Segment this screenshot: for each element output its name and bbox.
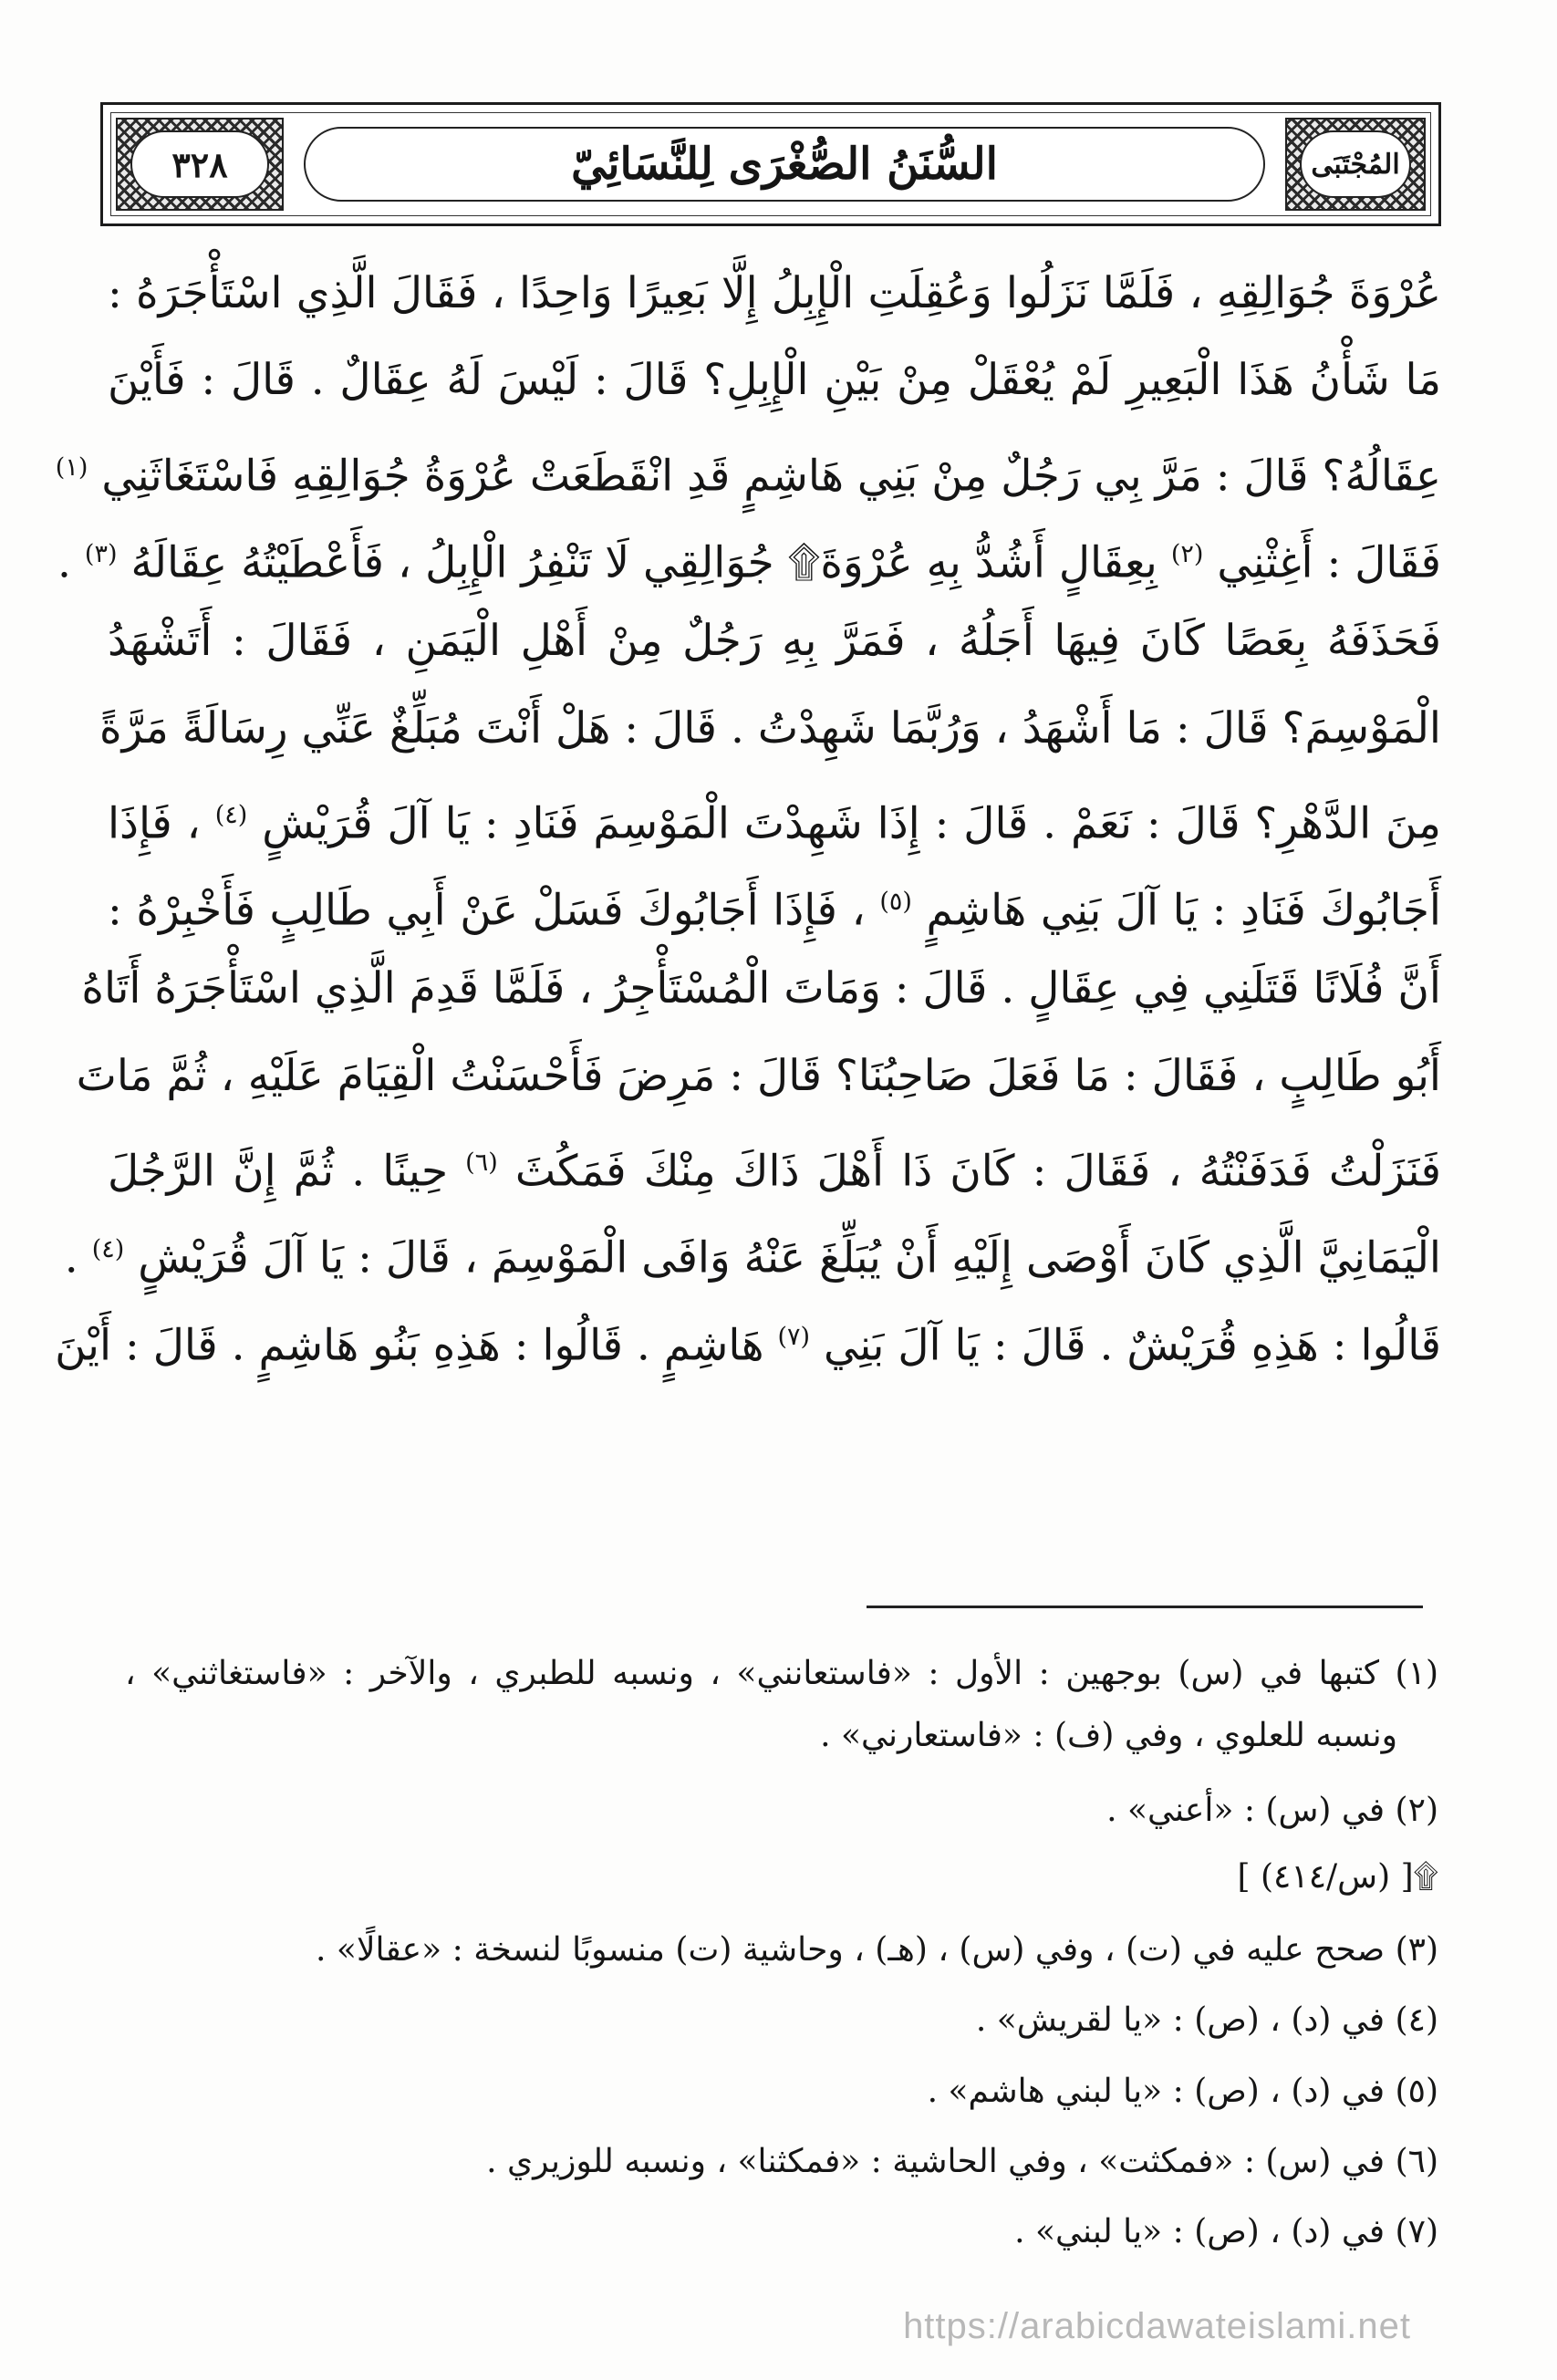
text-line xyxy=(108,873,1441,946)
text-line xyxy=(55,439,1441,512)
footnote-marker: (١) xyxy=(55,453,88,482)
footnote-line: (١) كتبها في (س) بوجهين : الأول : «فاستعانني» ، ونسبه للطبري ، والآخر : «فاستغاثني» ، xyxy=(125,1655,1438,1692)
text-line xyxy=(55,1308,1441,1381)
footnote-marker: (٤) xyxy=(214,801,248,829)
text-line xyxy=(108,612,1441,685)
text-segment: بِعِقَالٍ أَشُدُّ بِهِ عُرْوَةَ۩ جُوَالِقِي لَا تَنْفِرُ الْإِبِلُ ، فَأَعْطَيْتُهُ عِقَالَهُ xyxy=(130,537,1157,588)
text-segment: ، فَإِذَا xyxy=(108,798,201,849)
text-segment: فَحَذَفَهُ بِعَصًا كَانَ فِيهَا أَجَلُهُ ، فَمَرَّ بِهِ رَجُلٌ مِنْ أَهْلِ الْيَمَنِ ، فَقَالَ : أَتَشْهَدُ xyxy=(108,616,1441,666)
footnote-line: ۩[ (س/٤١٤) ] xyxy=(1237,1858,1438,1896)
text-segment: عِقَالُهُ؟ قَالَ : مَرَّ بِي رَجُلٌ مِنْ بَنِي هَاشِمٍ قَدِ انْقَطَعَتْ عُرْوَةُ جُوَالِقِهِ فَاسْتَغَاثَنِي xyxy=(101,451,1441,502)
text-line xyxy=(108,1134,1441,1207)
text-segment: الْيَمَانِيَّ الَّذِي كَانَ أَوْصَى إِلَيْهِ أَنْ يُبَلِّغَ عَنْهُ وَافَى الْمَوْسِمَ ، قَالَ : يَا آلَ قُرَيْشٍ xyxy=(138,1232,1441,1284)
footnote-line: (٣) صحح عليه في (ت) ، وفي (س) ، (هـ) ، وحاشية (ت) منسوبًا لنسخة : «عقالًا» . xyxy=(316,1931,1438,1969)
footnote-marker: (٤) xyxy=(91,1235,125,1263)
text-line xyxy=(99,700,1441,773)
book-subtitle: المُجْتَبَى xyxy=(1300,130,1411,198)
text-line xyxy=(76,1047,1441,1120)
text-segment: قَالُوا : هَذِهِ قُرَيْشٌ . قَالَ : يَا آلَ بَنِي xyxy=(824,1320,1441,1371)
footnote-line: (٧) في (د) ، (ص) : «يا لبني» . xyxy=(1014,2213,1438,2250)
running-header xyxy=(100,102,1441,226)
text-line xyxy=(108,351,1441,424)
text-segment: حِينًا . ثُمَّ إِنَّ الرَّجُلَ xyxy=(108,1146,449,1197)
text-segment: مَا شَأْنُ هَذَا الْبَعِيرِ لَمْ يُعْقَلْ مِنْ بَيْنِ الْإِبِلِ؟ قَالَ : لَيْسَ لَهُ عِقَالٌ . قَالَ : فَأَيْنَ xyxy=(108,355,1441,405)
text-segment: أَنَّ فُلَانًا قَتَلَنِي فِي عِقَالٍ . قَالَ : وَمَاتَ الْمُسْتَأْجِرُ ، فَلَمَّا قَدِمَ الَّذِي اسْتَأْجَرَهُ أَتَاهُ xyxy=(81,963,1441,1013)
footnote-line: ونسبه للعلوي ، وفي (ف) : «فاستعارني» . xyxy=(820,1717,1397,1754)
footnote-marker: (٥) xyxy=(879,888,912,916)
text-segment: . xyxy=(57,537,71,588)
header-title-box xyxy=(304,127,1265,202)
text-line xyxy=(108,786,1441,859)
text-segment: الْمَوْسِمَ؟ قَالَ : مَا أَشْهَدُ ، وَرُبَّمَا شَهِدْتُ . قَالَ : هَلْ أَنْتَ مُبَلِّغٌ عَنِّي رِسَالَةً مَرَّةً xyxy=(99,703,1441,753)
text-line xyxy=(108,265,1441,338)
text-line xyxy=(57,525,1441,598)
page-number: ٣٢٨ xyxy=(130,130,269,198)
text-line xyxy=(81,960,1441,1033)
watermark: https://arabicdawateislami.net xyxy=(903,2306,1411,2346)
footnote-marker: (٣) xyxy=(84,540,118,568)
text-line xyxy=(64,1221,1441,1294)
footnote-line: (٦) في (س) : «فمكثت» ، وفي الحاشية : «فمكثنا» ، ونسبه للوزيري . xyxy=(486,2143,1438,2180)
footnote-line: (٢) في (س) : «أعني» . xyxy=(1106,1792,1438,1829)
header-ornament-left xyxy=(116,118,284,211)
book-title: السُّنَنُ الصُّغْرَى لِلنَّسَائِيّ xyxy=(571,139,998,190)
footnote-line: (٥) في (د) ، (ص) : «يا لبني هاشم» . xyxy=(927,2073,1438,2110)
footnote-marker: (٦) xyxy=(465,1148,498,1177)
text-segment: عُرْوَةَ جُوَالِقِهِ ، فَلَمَّا نَزَلُوا وَعُقِلَتِ الْإِبِلُ إِلَّا بَعِيرًا وَاحِدًا ، فَقَالَ الَّذِي اسْتَأْجَرَهُ : xyxy=(108,268,1441,318)
text-segment: مِنَ الدَّهْرِ؟ قَالَ : نَعَمْ . قَالَ : إِذَا شَهِدْتَ الْمَوْسِمَ فَنَادِ : يَا آلَ قُرَيْشٍ xyxy=(262,798,1441,849)
footnote-marker: (٢) xyxy=(1170,540,1204,568)
text-segment: . xyxy=(64,1232,78,1284)
text-segment: فَنَزَلْتُ فَدَفَنْتُهُ ، فَقَالَ : كَانَ ذَا أَهْلَ ذَاكَ مِنْكَ فَمَكُثَ xyxy=(514,1146,1441,1197)
text-segment: هَاشِمٍ . قَالُوا : هَذِهِ بَنُو هَاشِمٍ . قَالَ : أَيْنَ xyxy=(55,1320,764,1371)
text-segment: أَبُو طَالِبٍ ، فَقَالَ : مَا فَعَلَ صَاحِبُنَا؟ قَالَ : مَرِضَ فَأَحْسَنْتُ الْقِيَامَ عَلَيْهِ ، ثُمَّ مَاتَ xyxy=(76,1051,1441,1101)
footnote-rule xyxy=(867,1606,1423,1608)
footnote-line: (٤) في (د) ، (ص) : «يا لقريش» . xyxy=(975,2001,1438,2039)
text-segment: ، فَإِذَا أَجَابُوكَ فَسَلْ عَنْ أَبِي طَالِبٍ فَأَخْبِرْهُ : xyxy=(108,885,866,936)
text-segment: أَجَابُوكَ فَنَادِ : يَا آلَ بَنِي هَاشِمٍ xyxy=(926,885,1441,936)
footnote-marker: (٧) xyxy=(777,1323,811,1351)
text-segment: فَقَالَ : أَغِثْنِي xyxy=(1217,537,1441,588)
header-ornament-right xyxy=(1285,118,1426,211)
